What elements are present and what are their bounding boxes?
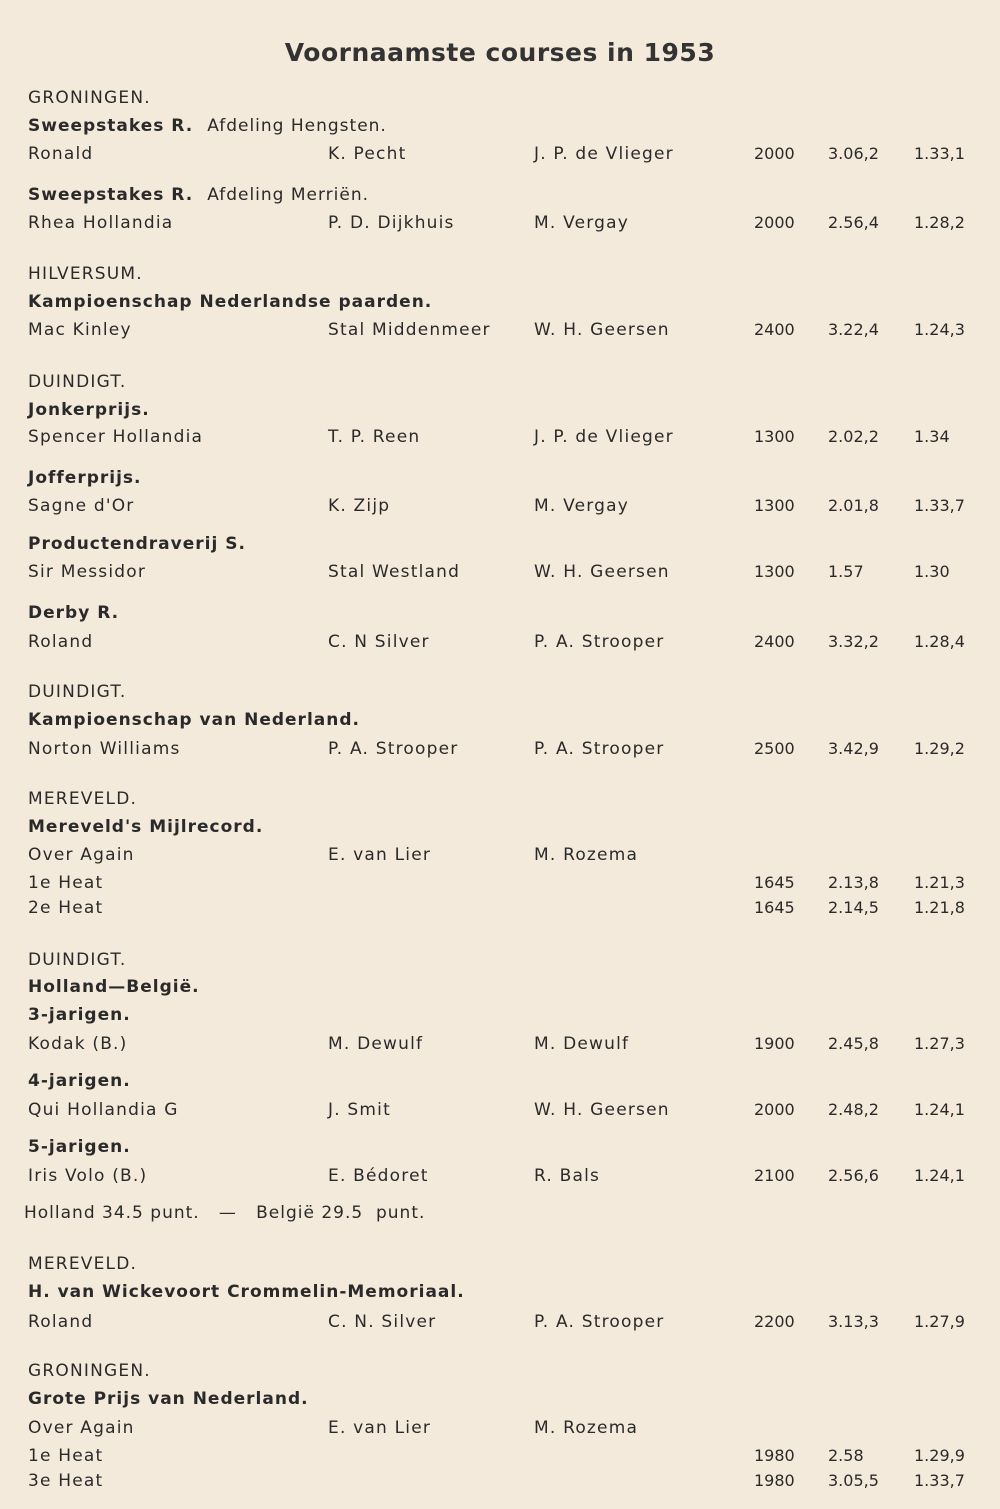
horse-name: Qui Hollandia G: [28, 1100, 179, 1120]
race-name: 4-jarigen.: [28, 1071, 131, 1091]
race-time: 3.22,4: [828, 320, 879, 339]
horse-name: Sagne d'Or: [28, 496, 135, 516]
km-time: 1.29,9: [914, 1446, 965, 1465]
horse-name: Rhea Hollandia: [28, 213, 174, 233]
owner-name: P. A. Strooper: [328, 739, 459, 759]
distance: 1980: [754, 1471, 795, 1490]
result-row: [0, 320, 1000, 344]
result-row: [0, 739, 1000, 763]
race-time: 2.56,4: [828, 213, 879, 232]
horse-name: 1e Heat: [28, 1446, 104, 1466]
distance: 1300: [754, 562, 795, 581]
result-row: [0, 213, 1000, 237]
result-row: [0, 1312, 1000, 1336]
race-name: Jonkerprijs.: [28, 400, 150, 420]
horse-name: Roland: [28, 632, 94, 652]
owner-name: E. van Lier: [328, 845, 432, 865]
horse-name: 2e Heat: [28, 898, 104, 918]
section-heading: DUINDIGT.: [28, 950, 127, 970]
race-name: Sweepstakes R. Afdeling Hengsten.: [28, 116, 387, 136]
race-name: Kampioenschap van Nederland.: [28, 710, 360, 730]
driver-name: W. H. Geersen: [534, 1100, 670, 1120]
distance: 2000: [754, 144, 795, 163]
race-time: 3.13,3: [828, 1312, 879, 1331]
driver-name: R. Bals: [534, 1166, 601, 1186]
section-heading: MEREVELD.: [28, 789, 138, 809]
driver-name: M. Rozema: [534, 845, 639, 865]
distance: 1300: [754, 427, 795, 446]
race-subtitle: Afdeling Hengsten.: [207, 116, 387, 136]
km-time: 1.34: [914, 427, 950, 446]
horse-name: 3e Heat: [28, 1471, 104, 1491]
driver-name: J. P. de Vlieger: [534, 427, 674, 447]
horse-name: Spencer Hollandia: [28, 427, 204, 447]
race-time: 2.14,5: [828, 898, 879, 917]
horse-name: Mac Kinley: [28, 320, 132, 340]
result-row: [0, 845, 1000, 869]
horse-name: 1e Heat: [28, 873, 104, 893]
race-time: 2.02,2: [828, 427, 879, 446]
race-name: Sweepstakes R. Afdeling Merriën.: [28, 185, 370, 205]
driver-name: M. Vergay: [534, 213, 630, 233]
distance: 1900: [754, 1034, 795, 1053]
distance: 1645: [754, 873, 795, 892]
section-heading: GRONINGEN.: [28, 88, 151, 108]
result-row: [0, 632, 1000, 656]
km-time: 1.28,2: [914, 213, 965, 232]
result-row: [0, 496, 1000, 520]
driver-name: M. Vergay: [534, 496, 630, 516]
driver-name: M. Rozema: [534, 1418, 639, 1438]
km-time: 1.29,2: [914, 739, 965, 758]
km-time: 1.33,7: [914, 496, 965, 515]
km-time: 1.24,3: [914, 320, 965, 339]
race-name: H. van Wickevoort Crommelin-Memoriaal.: [28, 1282, 465, 1302]
owner-name: M. Dewulf: [328, 1034, 424, 1054]
result-row: [0, 873, 1000, 897]
km-time: 1.21,8: [914, 898, 965, 917]
km-time: 1.24,1: [914, 1166, 965, 1185]
owner-name: Stal Middenmeer: [328, 320, 491, 340]
result-row: [0, 427, 1000, 451]
distance: 2500: [754, 739, 795, 758]
race-name: Jofferprijs.: [28, 468, 142, 488]
driver-name: P. A. Strooper: [534, 739, 665, 759]
driver-name: P. A. Strooper: [534, 632, 665, 652]
section-heading: MEREVELD.: [28, 1254, 138, 1274]
km-time: 1.24,1: [914, 1100, 965, 1119]
page-title: Voornaamste courses in 1953: [284, 38, 716, 67]
race-time: 2.45,8: [828, 1034, 879, 1053]
horse-name: Ronald: [28, 144, 94, 164]
distance: 1980: [754, 1446, 795, 1465]
section-heading: DUINDIGT.: [28, 682, 127, 702]
driver-name: W. H. Geersen: [534, 320, 670, 340]
race-name: Derby R.: [28, 603, 120, 623]
horse-name: Iris Volo (B.): [28, 1166, 148, 1186]
score-line: Holland 34.5 punt. — België 29.5 punt.: [24, 1203, 426, 1223]
owner-name: K. Pecht: [328, 144, 407, 164]
horse-name: Sir Messidor: [28, 562, 147, 582]
distance: 2400: [754, 632, 795, 651]
result-row: [0, 898, 1000, 922]
km-time: 1.27,3: [914, 1034, 965, 1053]
race-time: 2.13,8: [828, 873, 879, 892]
driver-name: P. A. Strooper: [534, 1312, 665, 1332]
race-time: 2.01,8: [828, 496, 879, 515]
race-name: 5-jarigen.: [28, 1137, 131, 1157]
driver-name: J. P. de Vlieger: [534, 144, 674, 164]
race-time: 2.48,2: [828, 1100, 879, 1119]
distance: 2100: [754, 1166, 795, 1185]
race-time: 2.58: [828, 1446, 864, 1465]
owner-name: J. Smit: [328, 1100, 391, 1120]
owner-name: C. N Silver: [328, 632, 430, 652]
owner-name: C. N. Silver: [328, 1312, 437, 1332]
race-name: 3-jarigen.: [28, 1005, 131, 1025]
owner-name: Stal Westland: [328, 562, 461, 582]
owner-name: T. P. Reen: [328, 427, 421, 447]
section-heading: HILVERSUM.: [28, 264, 143, 284]
result-row: [0, 144, 1000, 168]
result-row: [0, 1418, 1000, 1442]
horse-name: Norton Williams: [28, 739, 181, 759]
owner-name: K. Zijp: [328, 496, 391, 516]
distance: 2000: [754, 213, 795, 232]
horse-name: Over Again: [28, 845, 135, 865]
result-row: [0, 1471, 1000, 1495]
owner-name: E. Bédoret: [328, 1166, 429, 1186]
race-name: Grote Prijs van Nederland.: [28, 1389, 309, 1409]
race-name: Holland—België.: [28, 977, 200, 997]
result-row: [0, 1034, 1000, 1058]
driver-name: M. Dewulf: [534, 1034, 630, 1054]
km-time: 1.33,7: [914, 1471, 965, 1490]
distance: 2400: [754, 320, 795, 339]
owner-name: E. van Lier: [328, 1418, 432, 1438]
section-heading: GRONINGEN.: [28, 1361, 151, 1381]
race-time: 2.56,6: [828, 1166, 879, 1185]
race-time: 3.06,2: [828, 144, 879, 163]
owner-name: P. D. Dijkhuis: [328, 213, 455, 233]
horse-name: Roland: [28, 1312, 94, 1332]
race-time: 3.42,9: [828, 739, 879, 758]
result-row: [0, 1100, 1000, 1124]
km-time: 1.33,1: [914, 144, 965, 163]
race-name: Productendraverij S.: [28, 534, 246, 554]
result-row: [0, 1446, 1000, 1470]
section-heading: DUINDIGT.: [28, 372, 127, 392]
race-time: 3.05,5: [828, 1471, 879, 1490]
distance: 2200: [754, 1312, 795, 1331]
horse-name: Over Again: [28, 1418, 135, 1438]
race-name: Mereveld's Mijlrecord.: [28, 817, 264, 837]
race-subtitle: Afdeling Merriën.: [207, 185, 370, 205]
race-time: 3.32,2: [828, 632, 879, 651]
km-time: 1.21,3: [914, 873, 965, 892]
distance: 1645: [754, 898, 795, 917]
race-name: Kampioenschap Nederlandse paarden.: [28, 292, 433, 312]
km-time: 1.30: [914, 562, 950, 581]
horse-name: Kodak (B.): [28, 1034, 128, 1054]
result-row: [0, 562, 1000, 586]
result-row: [0, 1166, 1000, 1190]
driver-name: W. H. Geersen: [534, 562, 670, 582]
race-time: 1.57: [828, 562, 864, 581]
distance: 1300: [754, 496, 795, 515]
km-time: 1.27,9: [914, 1312, 965, 1331]
distance: 2000: [754, 1100, 795, 1119]
km-time: 1.28,4: [914, 632, 965, 651]
